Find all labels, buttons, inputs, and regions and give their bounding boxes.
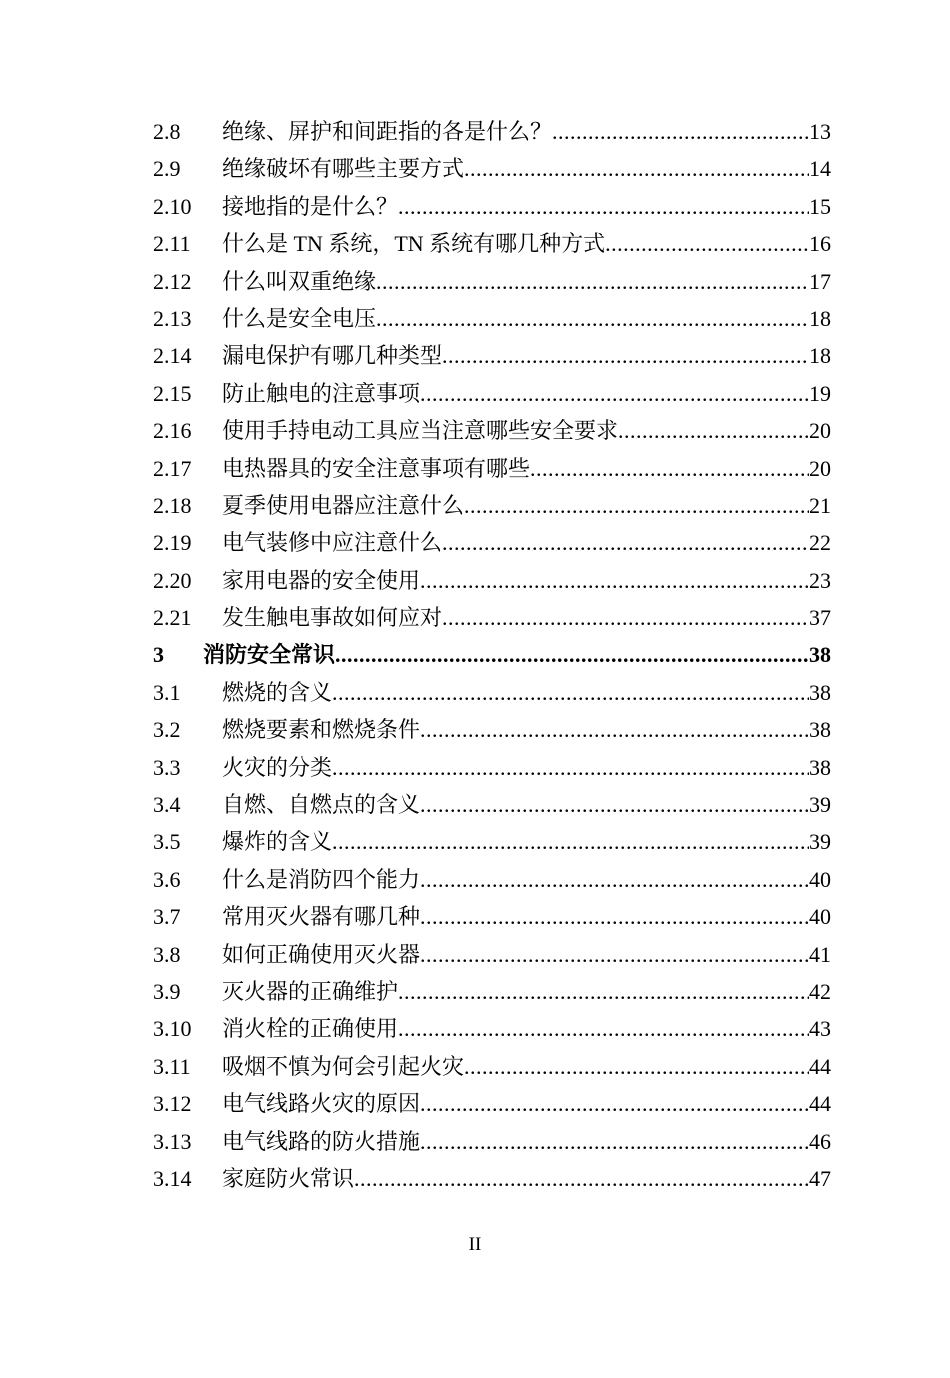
toc-entry-title: 吸烟不慎为何会引起火灾: [222, 1053, 465, 1079]
toc-entry-title: 什么是 TN 系统，TN 系统有哪几种方式: [222, 231, 606, 257]
toc-entry-number: 3.1: [153, 679, 181, 705]
toc-chapter-number: 3: [153, 642, 164, 668]
toc-entry-page: 40: [809, 866, 831, 892]
toc-leader-dots: [332, 674, 809, 711]
toc-entry-number: 2.12: [153, 268, 192, 294]
toc-entry-page: 20: [809, 455, 831, 481]
toc-entry-number: 3.6: [153, 866, 181, 892]
toc-leader-dots: [420, 562, 809, 599]
toc-entry-title: 燃烧的含义: [222, 679, 333, 705]
toc-entry-page: 39: [809, 792, 831, 818]
toc-entry-3-10[interactable]: [153, 1010, 831, 1047]
toc-entry-number: 2.14: [153, 343, 192, 369]
toc-entry-page: 17: [809, 268, 831, 294]
toc-entry-title: 什么叫双重绝缘: [222, 268, 377, 294]
toc-entry-title: 消火栓的正确使用: [222, 1016, 399, 1042]
toc-entry-3-3[interactable]: [153, 749, 831, 786]
toc-leader-dots: [420, 936, 809, 973]
toc-leader-dots: [376, 300, 809, 337]
toc-entry-3-7[interactable]: [153, 898, 831, 935]
toc-entry-3-12[interactable]: [153, 1085, 831, 1122]
toc-entry-3-6[interactable]: [153, 861, 831, 898]
toc-leader-dots: [530, 450, 809, 487]
toc-leader-dots: [398, 973, 809, 1010]
toc-entry-number: 2.19: [153, 530, 192, 556]
toc-entry-number: 3.11: [153, 1053, 191, 1079]
toc-entry-page: 44: [809, 1053, 831, 1079]
toc-entry-number: 2.15: [153, 380, 192, 406]
toc-leader-dots: [420, 861, 809, 898]
toc-entry-number: 2.9: [153, 156, 181, 182]
toc-entry-number: 3.5: [153, 829, 181, 855]
toc-leader-dots: [332, 823, 809, 860]
toc-entry-page: 37: [809, 605, 831, 631]
toc-entry-page: 19: [809, 380, 831, 406]
toc-entry-page: 38: [809, 679, 831, 705]
toc-entry-2-18[interactable]: [153, 487, 831, 524]
toc-entry-page: 38: [809, 754, 831, 780]
toc-leader-dots: [464, 150, 809, 187]
toc-entry-3-8[interactable]: [153, 936, 831, 973]
table-of-contents: [153, 113, 831, 1197]
toc-entry-2-8[interactable]: [153, 113, 831, 150]
toc-entry-page: 42: [809, 978, 831, 1004]
toc-entry-number: 3.8: [153, 941, 181, 967]
toc-leader-dots: [442, 337, 809, 374]
toc-entry-page: 15: [809, 193, 831, 219]
toc-leader-dots: [420, 786, 809, 823]
toc-entry-number: 3.9: [153, 978, 181, 1004]
toc-entry-number: 2.13: [153, 305, 192, 331]
toc-entry-title: 使用手持电动工具应当注意哪些安全要求: [222, 418, 619, 444]
toc-entry-title: 自燃、自燃点的含义: [222, 792, 421, 818]
toc-entry-number: 2.11: [153, 231, 191, 257]
toc-leader-dots: [552, 113, 809, 150]
toc-entry-page: 13: [809, 119, 831, 144]
toc-entry-number: 3.4: [153, 792, 181, 818]
toc-entry-page: 40: [809, 904, 831, 930]
toc-entry-3-11[interactable]: [153, 1048, 831, 1085]
toc-entry-title: 什么是消防四个能力: [222, 866, 421, 892]
toc-entry-title: 接地指的是什么？: [222, 193, 399, 219]
toc-entry-2-15[interactable]: [153, 375, 831, 412]
toc-entry-title: 发生触电事故如何应对: [222, 605, 443, 631]
toc-entry-3-9[interactable]: [153, 973, 831, 1010]
toc-entry-page: 46: [809, 1128, 831, 1154]
toc-entry-3-1[interactable]: [153, 674, 831, 711]
toc-chapter-page: 38: [809, 642, 831, 668]
toc-entry-page: 38: [809, 717, 831, 743]
toc-leader-dots: [332, 749, 809, 786]
toc-leader-dots: [420, 1085, 809, 1122]
toc-leader-dots: [420, 898, 809, 935]
toc-entry-page: 16: [809, 231, 831, 257]
toc-entry-page: 39: [809, 829, 831, 855]
toc-entry-title: 如何正确使用灭火器: [222, 941, 421, 967]
toc-entry-title: 火灾的分类: [222, 754, 333, 780]
toc-entry-title: 防止触电的注意事项: [222, 380, 421, 406]
toc-entry-2-17[interactable]: [153, 450, 831, 487]
toc-entry-title: 家用电器的安全使用: [222, 567, 421, 593]
toc-entry-title: 绝缘、屏护和间距指的各是什么？: [222, 119, 553, 144]
toc-leader-dots: [420, 1123, 809, 1160]
toc-entry-3-5[interactable]: [153, 823, 831, 860]
toc-entry-page: 22: [809, 530, 831, 556]
toc-entry-2-12[interactable]: [153, 263, 831, 300]
toc-entry-2-21[interactable]: [153, 599, 831, 636]
toc-entry-2-9[interactable]: [153, 150, 831, 187]
toc-entry-number: 2.17: [153, 455, 192, 481]
toc-entry-title: 爆炸的含义: [222, 829, 333, 855]
toc-entry-number: 2.16: [153, 418, 192, 444]
toc-entry-number: 2.18: [153, 492, 192, 518]
toc-entry-page: 20: [809, 418, 831, 444]
page-number: II: [468, 1234, 482, 1255]
toc-entry-number: 3.10: [153, 1016, 192, 1042]
toc-entry-title: 电热器具的安全注意事项有哪些: [222, 455, 531, 481]
toc-entry-2-19[interactable]: [153, 524, 831, 561]
toc-entry-2-13[interactable]: [153, 300, 831, 337]
toc-leader-dots: [398, 1010, 809, 1047]
toc-entry-title: 电气装修中应注意什么: [222, 530, 443, 556]
toc-entry-title: 什么是安全电压: [222, 305, 377, 331]
toc-entry-title: 燃烧要素和燃烧条件: [222, 717, 421, 743]
toc-entry-page: 14: [809, 156, 831, 182]
toc-entry-number: 2.10: [153, 193, 192, 219]
toc-leader-dots: [618, 412, 809, 449]
toc-entry-title: 灭火器的正确维护: [222, 978, 399, 1004]
toc-entry-2-14[interactable]: [153, 337, 831, 374]
toc-entry-page: 43: [809, 1016, 831, 1042]
toc-entry-number: 3.3: [153, 754, 181, 780]
toc-entry-number: 3.2: [153, 717, 181, 743]
toc-entry-title: 漏电保护有哪几种类型: [222, 343, 443, 369]
toc-entry-page: 41: [809, 941, 831, 967]
toc-chapter-3[interactable]: [153, 636, 831, 673]
toc-leader-dots: [420, 375, 809, 412]
toc-entry-number: 3.12: [153, 1091, 192, 1117]
toc-entry-page: 18: [809, 305, 831, 331]
toc-leader-dots: [442, 599, 809, 636]
toc-entry-number: 2.8: [153, 119, 181, 144]
toc-entry-number: 3.14: [153, 1165, 192, 1191]
toc-entry-number: 3.7: [153, 904, 181, 930]
toc-leader-dots: [335, 636, 809, 673]
toc-entry-number: 2.21: [153, 605, 192, 631]
toc-entry-page: 44: [809, 1091, 831, 1117]
toc-leader-dots: [376, 263, 809, 300]
toc-entry-3-13[interactable]: [153, 1123, 831, 1160]
toc-chapter-title: 消防安全常识: [203, 642, 336, 668]
toc-entry-title: 绝缘破坏有哪些主要方式: [222, 156, 465, 182]
toc-entry-3-4[interactable]: [153, 786, 831, 823]
toc-entry-title: 常用灭火器有哪几种: [222, 904, 421, 930]
toc-entry-2-20[interactable]: [153, 562, 831, 599]
toc-entry-title: 电气线路的防火措施: [222, 1128, 421, 1154]
toc-entry-number: 2.20: [153, 567, 192, 593]
toc-entry-2-11[interactable]: [153, 225, 831, 262]
toc-leader-dots: [398, 188, 809, 225]
toc-leader-dots: [442, 524, 809, 561]
toc-leader-dots: [605, 225, 809, 262]
toc-entry-title: 家庭防火常识: [222, 1165, 355, 1191]
toc-entry-page: 23: [809, 567, 831, 593]
toc-entry-page: 47: [809, 1165, 831, 1191]
toc-leader-dots: [464, 487, 809, 524]
toc-entry-title: 电气线路火灾的原因: [222, 1091, 421, 1117]
toc-leader-dots: [354, 1160, 809, 1197]
toc-entry-2-10[interactable]: [153, 188, 831, 225]
toc-entry-number: 3.13: [153, 1128, 192, 1154]
toc-entry-2-16[interactable]: [153, 412, 831, 449]
toc-entry-3-14[interactable]: [153, 1160, 831, 1197]
toc-leader-dots: [420, 711, 809, 748]
toc-entry-3-2[interactable]: [153, 711, 831, 748]
toc-entry-page: 18: [809, 343, 831, 369]
toc-entry-title: 夏季使用电器应注意什么: [222, 492, 465, 518]
toc-leader-dots: [464, 1048, 809, 1085]
toc-entry-page: 21: [809, 492, 831, 518]
